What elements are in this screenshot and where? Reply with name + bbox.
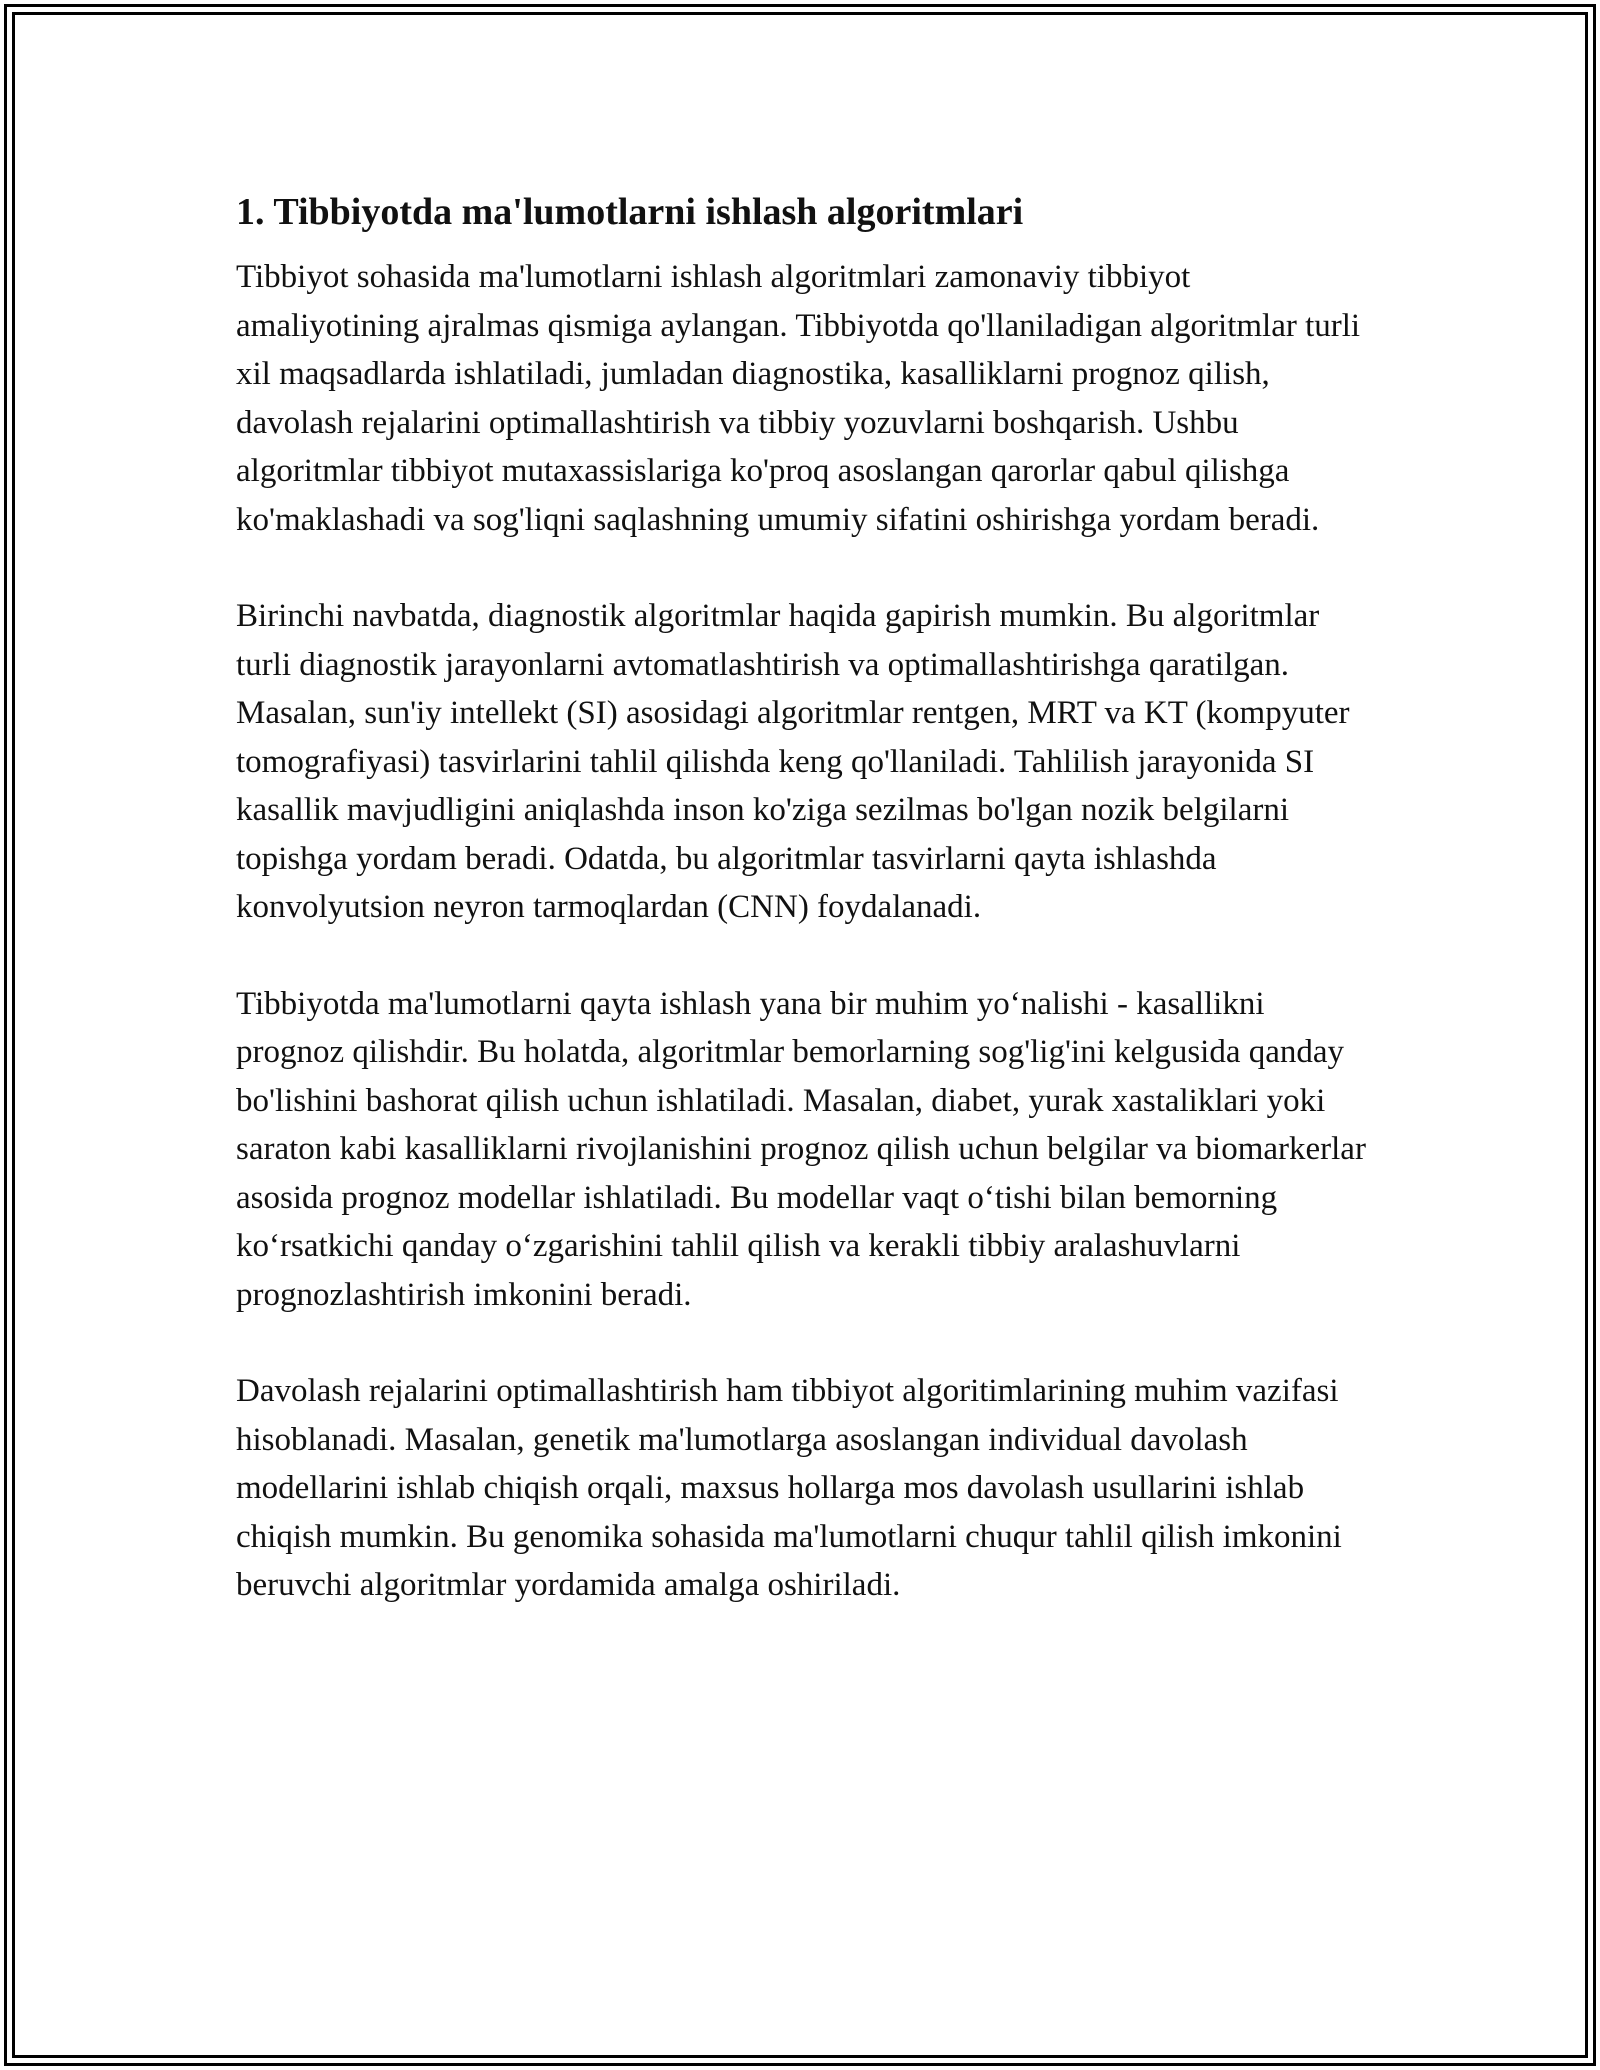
paragraph-4: Davolash rejalarini optimallashtirish ham tibbiyot algoritimlarining muhim vazifasi hisoblanadi. Masalan, genetik ma'lumotlarga asoslangan individual davolash modellarini ishlab chiqish orqali, maxsus hollarga mos davolash usullarini ishlab chiqish mumkin. Bu genomika sohasida ma'lumotlarni chuqur tahlil qilish imkonini beruvchi algoritmlar yordamida amalga oshiriladi. (236, 1373, 1342, 1603)
section-heading: 1. Tibbiyotda ma'lumotlarni ishlash algoritmlari (236, 191, 1024, 233)
paragraph-3: Tibbiyotda ma'lumotlarni qayta ishlash yana bir muhim yo‘nalishi - kasallikni prognoz qilishdir. Bu holatda, algoritmlar bemorlarning sog'lig'ini kelgusida qanday bo'lishini bashorat qilish uchun ishlatiladi. Masalan, diabet, yurak xastaliklari yoki saraton kabi kasalliklarni rivojlanishini prognoz qilish uchun belgilar va biomarkerlar asosida prognoz modellar ishlatiladi. Bu modellar vaqt o‘tishi bilan bemorning ko‘rsatkichi qanday o‘zgarishini tahlil qilish va kerakli tibbiy aralashuvlarni prognozlashtirish imkonini beradi. (236, 985, 1366, 1313)
paragraph-1: Tibbiyot sohasida ma'lumotlarni ishlash algoritmlari zamonaviy tibbiyot amaliyotining ajralmas qismiga aylangan. Tibbiyotda qo'llaniladigan algoritmlar turli xil maqsadlarda ishlatiladi, jumladan diagnostika, kasalliklarni prognoz qilish, davolash rejalarini optimallashtirish va tibbiy yozuvlarni boshqarish. Ushbu algoritmlar tibbiyot mutaxassislariga ko'proq asoslangan qarorlar qabul qilishga ko'maklashadi va sog'liqni saqlashning umumiy sifatini oshirishga yordam beradi. (236, 259, 1361, 538)
document-body (236, 185, 1376, 1658)
paragraph-2: Birinchi navbatda, diagnostik algoritmlar haqida gapirish mumkin. Bu algoritmlar turli diagnostik jarayonlarni avtomatlashtirish va optimallashtirishga qaratilgan. Masalan, sun'iy intellekt (SI) asosidagi algoritmlar rentgen, MRT va KT (kompyuter tomografiyasi) tasvirlarini tahlil qilishda keng qo'llaniladi. Tahlilish jarayonida SI kasallik mavjudligini aniqlashda inson ko'ziga sezilmas bo'lgan nozik belgilarni topishga yordam beradi. Odatda, bu algoritmlar tasvirlarni qayta ishlashda konvolyutsion neyron tarmoqlardan (CNN) foydalanadi. (236, 598, 1350, 925)
